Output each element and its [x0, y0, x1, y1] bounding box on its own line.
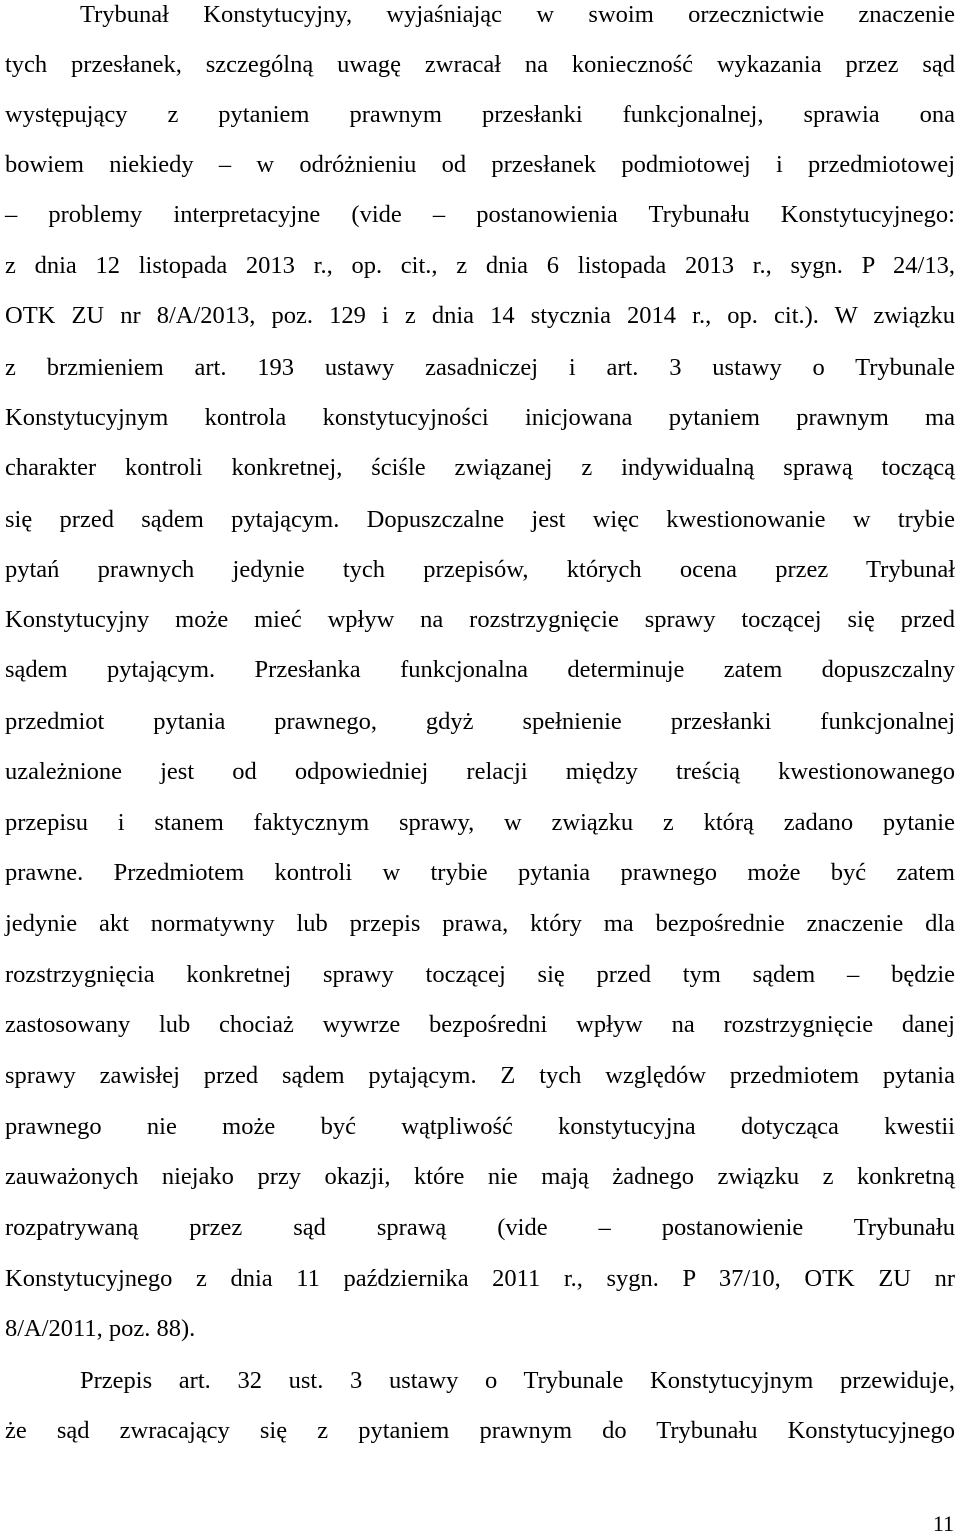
- text-line: z brzmieniem art. 193 ustawy zasadniczej i art. 3 ustawy o Trybunale: [5, 354, 955, 381]
- text-line: sprawy zawisłej przed sądem pytającym. Z tych względów przedmiotem pytania: [5, 1062, 955, 1089]
- text-line: przepisu i stanem faktycznym sprawy, w związku z którą zadano pytanie: [5, 809, 955, 836]
- text-line: rozpatrywaną przez sąd sprawą (vide – postanowienie Trybunału: [5, 1214, 955, 1241]
- text-line: że sąd zwracający się z pytaniem prawnym do Trybunału Konstytucyjnego: [5, 1417, 955, 1444]
- text-line: prawne. Przedmiotem kontroli w trybie pytania prawnego może być zatem: [5, 859, 955, 886]
- text-line: sądem pytającym. Przesłanka funkcjonalna determinuje zatem dopuszczalny: [5, 656, 955, 683]
- text-line: się przed sądem pytającym. Dopuszczalne jest więc kwestionowanie w trybie: [5, 506, 955, 533]
- text-line: Konstytucyjnego z dnia 11 października 2011 r., sygn. P 37/10, OTK ZU nr: [5, 1265, 955, 1292]
- text-line: tych przesłanek, szczególną uwagę zwracał na konieczność wykazania przez sąd: [5, 51, 955, 78]
- text-line: występujący z pytaniem prawnym przesłanki funkcjonalnej, sprawia ona: [5, 101, 955, 128]
- text-line: jedynie akt normatywny lub przepis prawa, który ma bezpośrednie znaczenie dla: [5, 910, 955, 937]
- text-line: Przepis art. 32 ust. 3 ustawy o Trybunale Konstytucyjnym przewiduje,: [80, 1367, 955, 1394]
- text-line: pytań prawnych jedynie tych przepisów, których ocena przez Trybunał: [5, 556, 955, 583]
- text-line: rozstrzygnięcia konkretnej sprawy toczącej się przed tym sądem – będzie: [5, 961, 955, 988]
- text-line: przedmiot pytania prawnego, gdyż spełnienie przesłanki funkcjonalnej: [5, 708, 955, 735]
- text-line: prawnego nie może być wątpliwość konstytucyjna dotycząca kwestii: [5, 1113, 955, 1140]
- page-number: 11: [932, 1511, 954, 1536]
- text-line: uzależnione jest od odpowiedniej relacji między treścią kwestionowanego: [5, 758, 955, 785]
- text-line: Trybunał Konstytucyjny, wyjaśniając w swoim orzecznictwie znaczenie: [80, 1, 955, 28]
- text-line: OTK ZU nr 8/A/2013, poz. 129 i z dnia 14 stycznia 2014 r., op. cit.). W związku: [5, 302, 955, 329]
- text-line: zauważonych niejako przy okazji, które nie mają żadnego związku z konkretną: [5, 1163, 955, 1190]
- text-line: charakter kontroli konkretnej, ściśle związanej z indywidualną sprawą toczącą: [5, 454, 955, 481]
- text-line: zastosowany lub chociaż wywrze bezpośredni wpływ na rozstrzygnięcie danej: [5, 1011, 955, 1038]
- text-line: Konstytucyjny może mieć wpływ na rozstrzygnięcie sprawy toczącej się przed: [5, 606, 955, 633]
- text-line: Konstytucyjnym kontrola konstytucyjności inicjowana pytaniem prawnym ma: [5, 404, 955, 431]
- text-line: 8/A/2011, poz. 88).: [5, 1315, 196, 1342]
- text-line: bowiem niekiedy – w odróżnieniu od przesłanek podmiotowej i przedmiotowej: [5, 151, 955, 178]
- text-line: z dnia 12 listopada 2013 r., op. cit., z dnia 6 listopada 2013 r., sygn. P 24/13,: [5, 252, 955, 279]
- text-line: – problemy interpretacyjne (vide – postanowienia Trybunału Konstytucyjnego:: [5, 201, 955, 228]
